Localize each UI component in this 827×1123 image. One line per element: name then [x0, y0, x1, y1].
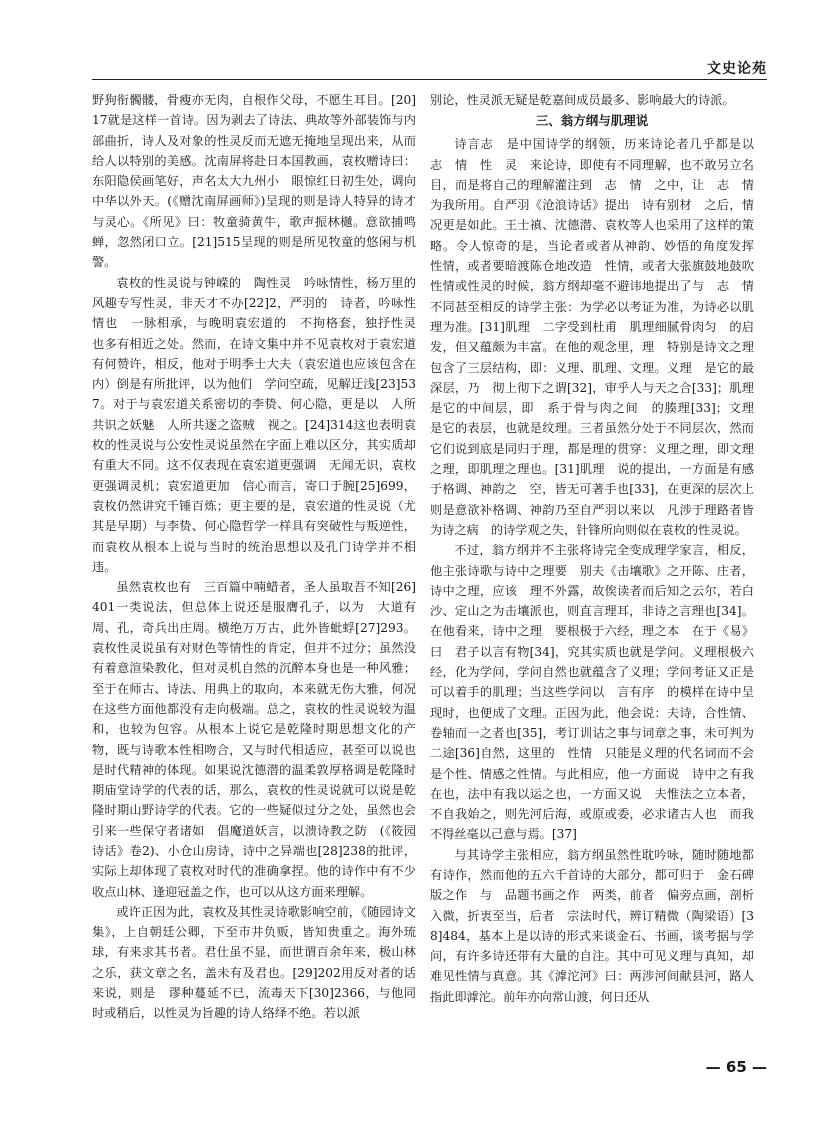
paragraph: 虽然袁枚也有 三百篇中喃蜡者，圣人虽取吾不知[26]401一类说法，但总体上说还是服膺孔子，以为 大道有周、孔，奇兵出庄周。横绝万万古，此外皆蚍蜉[27]293。袁枚性灵说虽有对财色等情性的肯定，但并不过分；虽然没有着意渲染教化，但对灵机自然的沉醉本身也是一种风雅；至于在师古、诗法、用典上的取向，本来就无伤大雅，何况在这些方面他都没有走向极端。总之，袁枚的性灵说较为温和，也较为包容。从根本上说它是乾隆时期思想文化的产物，既与诗歌本性相吻合，又与时代相适应，甚至可以说也是时代精神的体现。如果说沈德潜的温柔敦厚格调是乾隆时期庙堂诗学的代表的话，那么，袁枚的性灵说就可以说是乾隆时期山野诗学的代表。它的一些疑似过分之处，虽然也会引来一些保守者诸如 倡魔道妖言，以溃诗教之防 (《筱园诗话》卷2)、小仓山房诗，诗中之异端也[28]238的批评，实际上却体现了袁枚对时代的准确拿捏。他的诗作中有不少收点山林、逢迎冠盖之作，也可以从这方面来理解。 [92, 580, 416, 899]
header-rule [92, 79, 767, 80]
paragraph: 野狗衔髑髅，骨瘦亦无肉，自根作父母，不愿生耳目。[20]17就是这样一首诗。因为剥去了诗法、典故等外部装饰与内部曲折，诗人及对象的性灵反而无遮无掩地呈现出来，从而给人以特别的美感。沈南屏将赴日本国教画，袁枚赠诗曰：东阳隐侯画笔好，声名太大九州小 眼惊红日初生处，调向中华以外天。(《赠沈南屏画师》)呈现的则是诗人特异的诗才与灵心。《所见》曰：牧童骑黄牛，歌声振林樾。意欲捕鸣蝉，忽然闭口立。[21]515呈现的则是所见牧童的悠闲与机警。 [92, 93, 416, 270]
section-header-label: 文史论苑 [707, 61, 767, 77]
paragraph: 别论，性灵派无疑是乾嘉间成员最多、影响最大的诗派。 [430, 93, 735, 107]
paragraph: 与其诗学主张相应，翁方纲虽然性耽吟咏，随时随地都有诗作，然而他的五六千首诗的大部分，都可归于 金石碑版之作 与 品题书画之作 两类，前者 偏旁点画，剖析入微，折衷至当，后者 宗法时代，辨订精微（陶梁语）[38]484，基本上是以诗的形式来谈金石、书画，谈考据与学问，有许多诗还带有大量的自注。其中可见义理与真知，却难见性情与真意。其《滹沱河》曰：两涉河间献县河，路人指此即滹沱。前年亦向常山渡，何日还从 [430, 847, 754, 1004]
paragraph: 不过，翁方纲并不主张将诗完全变成理学家言，相反，他主张诗歌与诗中之理要 别夫《击壤歌》之开陈、庄者，诗中之理，应该 理不外露，故俟读者而后知之云尔，若白沙、定山之为击壤派也，则直言理耳，非诗之言理也[34]。在他看来，诗中之理 要根极于六经，理之本 在于《易》曰 君子以言有物[34]，究其实质也就是学问。义理根极六经，化为学问，学问自然也就蕴含了义理；学问考证又正是可以着手的肌理；当这些学问以 言有序 的模样在诗中呈现时，也便成了文理。正因为此，他会说：夫诗，合性情、卷轴而一之者也[35]，考订训诂之事与词章之事，未可判为二途[36]自然，这里的 性情 只能是义理的代名词而不会是个性、情感之性情。与此相应，他一方面说 诗中之有我在也，法中有我以运之也，一方面又说 夫惟法之立本者，不自我始之，则先河后海，或原或委，必求诸古人也 而我不得丝毫以己意与焉。[37] [430, 543, 754, 842]
paragraph: 或许正因为此，袁枚及其性灵诗歌影响空前，《随园诗文集》，上自朝廷公卿，下至市井负贩，皆知贵重之。海外琉球，有来求其书者。君仕虽不显，而世谓百余年来，极山林之乐，获文章之名，盖未有及君也。[29]202用反对者的话来说，则是 谬种蔓延不已，流毒天下[30]2366，与他同时或稍后，以性灵为旨趣的诗人络绎不绝。若以派 [92, 904, 416, 1021]
paragraph: 袁枚的性灵说与钟嵘的 陶性灵 吟咏情性，杨万里的 风趣专写性灵，非天才不办[22]2，严羽的 诗者，吟咏性情也 一脉相承，与晚明袁宏道的 不拘格套，独抒性灵 也多有相近之处。然而，在诗文集中并不见袁枚对于袁宏道有何赞许，相反，他对于明季士大夫（袁宏道也应该包含在内）倒是有所批评，以为他们 学问空疏，见解迂浅[23]537。对于与袁宏道关系密切的李贽、何心隐，更是以 人所共识之妖魅 人所共逐之盗贼 视之。[24]314这也表明袁枚的性灵说与公安性灵说虽然在字面上难以区分，其实质却有重大不同。这不仅表现在袁宏道更强调 无闻无识，袁枚更强调灵机；袁宏道更加 信心而言，寄口于腕[25]699，袁枚仍然讲究千锤百炼；更主要的是，袁宏道的性灵说（尤其是早期）与李贽、何心隐哲学一样具有突破性与叛逆性，而袁枚从根本上说与当时的统治思想以及孔门诗学并不相违。 [92, 275, 429, 574]
right-column [430, 90, 767, 1080]
paragraph: 诗言志 是中国诗学的纲领，历来诗论者几乎都是以 志 情 性 灵 来论诗，即使有不同理解，也不敢另立名目，而是将自己的理解灌注到 志 情 之中，让 志 情 为我所用。自严羽《沧浪诗话》提出 诗有别材 之后，情况更是如此。王士禛、沈德潜、袁枚等人也采用了这样的策略。令人惊奇的是，当论者或者从神韵、妙悟的角度发挥 性情，或者要暗渡陈仓地改造 性情，或者大张旗鼓地鼓吹性情或性灵的时候，翁方纲却毫不避讳地提出了与 志 情 不同甚至相反的诗学主张：为学必以考证为准，为诗必以肌理为准。[31]肌理 二字受到杜甫 肌理细腻骨肉匀 的启发，但又蕴颇为丰富。在他的观念里，理 特别是诗文之理包含了三层结构，即：义理、肌理、文理。义理 是它的最深层，乃 彻上彻下之谓[32]，审乎人与天之合[33]；肌理 是它的中间层，即 系于骨与肉之间 的腠理[33]；文理 是它的表层，也就是纹理。三者虽然分处于不同层次，然而它们说到底是同归于理，都是理的贯穿：义理之理，即文理之理，即肌理之理也。[31]肌理 说的提出，一方面是有感于格调、神韵之 空，皆无可著手也[33]，在更深的层次上则是意欲补格调、神韵乃至自严羽以来以 凡涉于理路者皆为诗之病 的诗学观之失，针锋所向则似在袁枚的性灵说。 [430, 137, 767, 537]
page-number: — 65 — [705, 1058, 767, 1076]
left-column [92, 90, 429, 1080]
section-heading: 三、翁方纲与肌理说 [535, 113, 649, 129]
